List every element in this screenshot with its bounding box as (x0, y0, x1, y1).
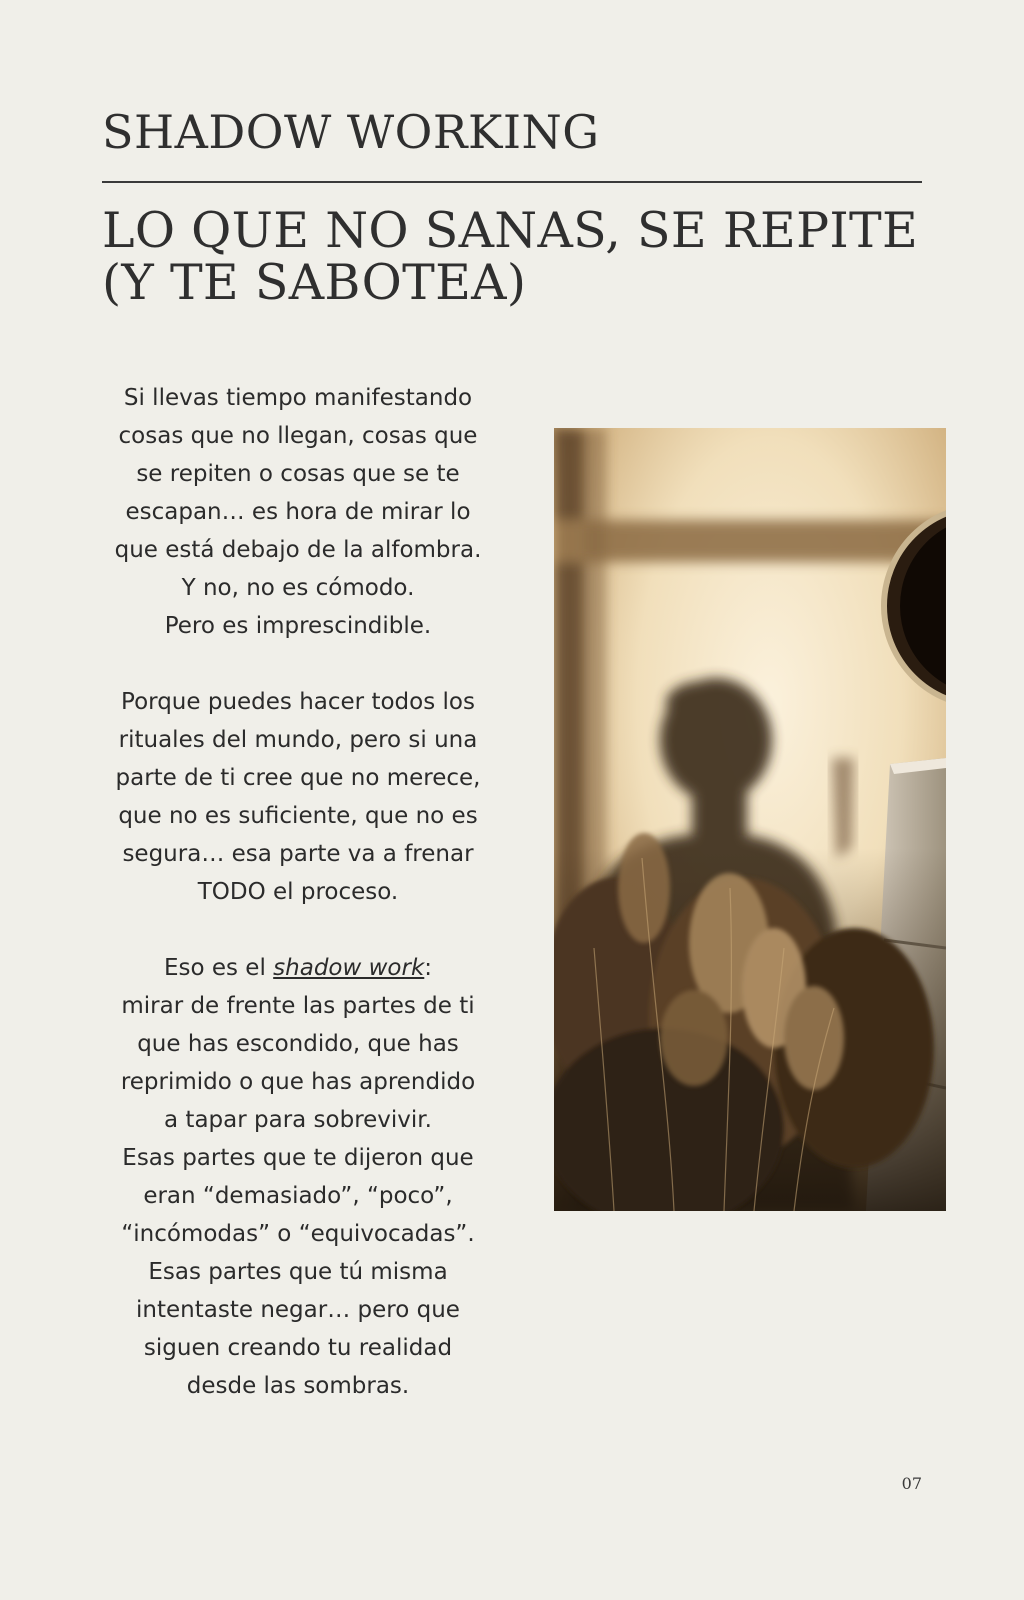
body-line: parte de ti cree que no merece, (115, 765, 481, 791)
body-line: Esas partes que te dijeron que (122, 1145, 474, 1171)
shadow-work-intro-line (100, 949, 496, 987)
body-line: segura… esa parte va a frenar (122, 841, 474, 867)
body-line: Porque puedes hacer todos los (121, 689, 475, 715)
body-paragraph-2 (100, 683, 496, 911)
body-line: intentaste negar… pero que (136, 1297, 460, 1323)
intro-prefix: Eso es el (163, 955, 274, 981)
body-line: Pero es imprescindible. (164, 613, 432, 639)
title-divider (102, 181, 922, 183)
body-paragraph-1 (100, 379, 496, 645)
intro-suffix: : (424, 955, 433, 981)
body-line: eran “demasiado”, “poco”, (143, 1183, 453, 1209)
page-number: 07 (901, 1474, 922, 1493)
body-line: cosas que no llegan, cosas que (118, 423, 478, 449)
body-line: rituales del mundo, pero si una (118, 727, 478, 753)
page-heading (102, 202, 942, 311)
body-line: se repiten o cosas que se te (136, 461, 460, 487)
body-line: escapan… es hora de mirar lo (125, 499, 471, 525)
body-line: siguen creando tu realidad (143, 1335, 453, 1361)
body-line: desde las sombras. (186, 1373, 410, 1399)
shadow-silhouette-photo (554, 428, 946, 1211)
body-line: Y no, no es cómodo. (181, 575, 415, 601)
body-line: Si llevas tiempo manifestando (123, 385, 473, 411)
body-paragraph-3 (100, 949, 496, 1405)
body-line: mirar de frente las partes de ti (121, 993, 475, 1019)
body-line: que está debajo de la alfombra. (114, 537, 482, 563)
body-line: Esas partes que tú misma (148, 1259, 448, 1285)
shadow-work-emphasis: shadow work (273, 955, 425, 981)
body-text-column (100, 379, 496, 1405)
page-heading-line-1: LO QUE NO SANAS, SE REPITE (102, 202, 919, 259)
body-line: a tapar para sobrevivir. (164, 1107, 432, 1133)
body-line: que has escondido, que has (137, 1031, 459, 1057)
body-line: TODO el proceso. (197, 879, 399, 905)
section-title: SHADOW WORKING (102, 105, 600, 159)
body-line: reprimido o que has aprendido (120, 1069, 476, 1095)
body-line: que no es suficiente, que no es (118, 803, 478, 829)
page-heading-line-2: (Y TE SABOTEA) (102, 254, 527, 311)
body-line: “incómodas” o “equivocadas”. (121, 1221, 475, 1247)
photo-illustration (554, 428, 946, 1211)
